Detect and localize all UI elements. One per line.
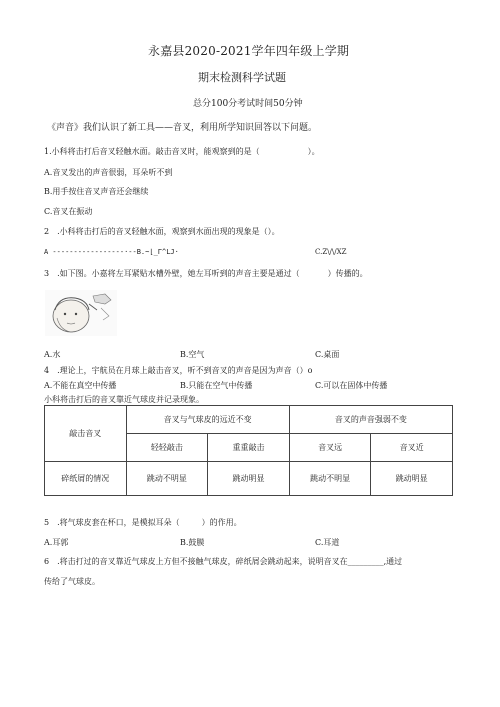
table-cell: 跳动明显 bbox=[208, 462, 290, 496]
question-1-option-b: B.用手按住音叉声音还会继续 bbox=[44, 187, 149, 196]
table-row bbox=[45, 462, 453, 496]
page-title: 永嘉县2020-2021学年四年级上学期 bbox=[148, 44, 350, 58]
listening-illustration bbox=[45, 290, 117, 336]
question-4-option-c: C.可以在固体中传播 bbox=[315, 381, 388, 390]
question-5-text: 5 .将气球皮套在杯口，是模拟耳朵（ bbox=[44, 518, 180, 527]
question-1-stem bbox=[44, 147, 320, 157]
table-row-header: 敲击音叉 bbox=[45, 406, 127, 462]
question-5-option-b: B.鼓膜 bbox=[180, 538, 205, 547]
question-3-stem bbox=[44, 269, 368, 279]
question-4-stem: 4 .理论上，宇航员在月球上敲击音叉，听不到音叉的声音是因为声音（）o bbox=[44, 366, 313, 375]
question-1-end: ）。 bbox=[307, 147, 320, 156]
exam-meta: 总分100分考试时间50分钟 bbox=[193, 99, 303, 109]
page-subtitle: 期末检测科学试题 bbox=[198, 71, 286, 84]
table-cell: 跳动不明显 bbox=[126, 462, 208, 496]
question-3-option-c: C.桌面 bbox=[315, 350, 340, 359]
question-5-stem bbox=[44, 518, 242, 528]
question-3-option-b: B.空气 bbox=[180, 350, 205, 359]
question-2-stem: 2 .小科将击打后的音叉轻触水面，观察到水面出现的现象是（）。 bbox=[44, 227, 280, 236]
table-group-header: 音叉与气球皮的远近不变 bbox=[126, 406, 289, 434]
question-4-option-a: A.不能在真空中传播 bbox=[44, 381, 117, 390]
question-1-option-a: A.音叉发出的声音很弱，耳朵听不到 bbox=[44, 168, 173, 177]
table-sub-header: 音叉远 bbox=[289, 434, 371, 462]
question-3-end: ）传播的。 bbox=[327, 269, 368, 278]
question-2-option-c: C.Z\/\/XZ bbox=[315, 248, 347, 256]
question-1-option-c: C.音叉在振动 bbox=[44, 207, 93, 216]
question-5-end: ）的作用。 bbox=[201, 518, 242, 527]
question-6-end: ,通过 bbox=[383, 557, 403, 566]
question-3-option-a: A.水 bbox=[44, 350, 61, 359]
table-sub-header: 音叉近 bbox=[371, 434, 453, 462]
table-intro: 小科将击打后的音叉靠近气球皮并记录现象。 bbox=[44, 395, 204, 404]
table-row-label: 碎纸屑的情况 bbox=[45, 462, 127, 496]
question-6-text: 6 .将击打过的音叉靠近气球皮上方但不接触气球皮，碎纸屑会跳动起来，说明音叉在 bbox=[44, 557, 348, 566]
question-4-option-b: B.只能在空气中传播 bbox=[180, 381, 253, 390]
answer-blank: _________ bbox=[347, 557, 384, 566]
question-5-option-a: A.耳郭 bbox=[44, 538, 69, 547]
table-cell: 跳动不明显 bbox=[289, 462, 371, 496]
question-1-text: 1.小科将击打后音叉轻触水面。敲击音叉时，能观察到的是（ bbox=[44, 147, 260, 156]
question-5-option-c: C.耳道 bbox=[315, 538, 340, 547]
observation-table bbox=[44, 405, 453, 496]
table-sub-header: 重重敲击 bbox=[208, 434, 290, 462]
question-6-line-2: 传给了气球皮。 bbox=[44, 577, 100, 586]
question-6-line-1 bbox=[44, 557, 402, 567]
question-2-option-ab: A -----------------·--B.~⌊_Γ^LJ· bbox=[44, 248, 179, 256]
section-intro: 《声音》我们认识了新工具——音叉，利用所学知识回答以下问题。 bbox=[47, 123, 318, 133]
table-cell: 跳动明显 bbox=[371, 462, 453, 496]
question-3-text: 3 .如下图。小嘉将左耳紧贴水槽外壁，她左耳听到的声音主要是通过（ bbox=[44, 269, 300, 278]
table-group-header: 音叉的声音强弱不变 bbox=[289, 406, 452, 434]
table-sub-header: 轻轻敲击 bbox=[126, 434, 208, 462]
